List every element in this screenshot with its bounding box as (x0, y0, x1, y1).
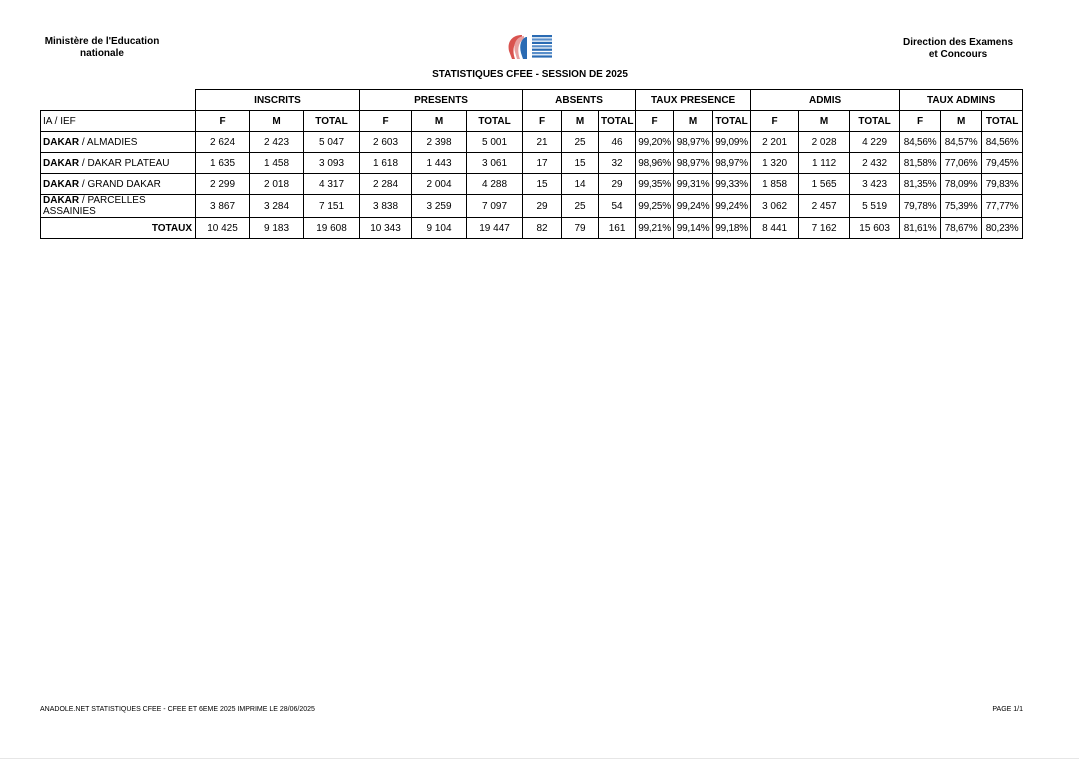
sub-header-cell: TOTAL (982, 111, 1023, 132)
value-cell: 7 151 (304, 195, 360, 218)
total-value-cell: 161 (599, 218, 636, 239)
value-cell: 98,96% (636, 153, 674, 174)
value-cell: 2 423 (250, 132, 304, 153)
value-cell: 2 201 (751, 132, 799, 153)
value-cell: 99,25% (636, 195, 674, 218)
value-cell: 21 (523, 132, 562, 153)
total-value-cell: 19 447 (467, 218, 523, 239)
sub-header-cell: F (523, 111, 562, 132)
ief-name: / ALMADIES (79, 136, 138, 148)
value-cell: 5 001 (467, 132, 523, 153)
value-cell: 2 603 (360, 132, 412, 153)
sub-header-cell: F (751, 111, 799, 132)
table-row (41, 132, 1023, 153)
value-cell: 77,06% (941, 153, 982, 174)
page-bottom-divider (0, 758, 1079, 759)
ia-name: DAKAR (43, 195, 80, 206)
value-cell: 2 018 (250, 174, 304, 195)
total-value-cell: 82 (523, 218, 562, 239)
total-value-cell: 78,67% (941, 218, 982, 239)
value-cell: 99,09% (713, 132, 751, 153)
value-cell: 1 858 (751, 174, 799, 195)
value-cell: 5 519 (850, 195, 900, 218)
ia-ief-header: IA / IEF (41, 111, 196, 132)
sub-header-cell: F (360, 111, 412, 132)
ief-name: / PARCELLES ASSAINIES (43, 195, 146, 217)
total-value-cell: 79 (562, 218, 599, 239)
value-cell: 3 284 (250, 195, 304, 218)
table-row (41, 174, 1023, 195)
ief-name: / DAKAR PLATEAU (79, 157, 170, 169)
value-cell: 98,97% (674, 153, 713, 174)
value-cell: 2 028 (799, 132, 850, 153)
value-cell: 1 618 (360, 153, 412, 174)
ia-ief-cell (41, 195, 196, 218)
footer-print-info: ANADOLE.NET STATISTIQUES CFEE - CFEE ET 6EME 2025 IMPRIME LE 28/06/2025 (40, 706, 315, 713)
sub-header-cell: F (900, 111, 941, 132)
value-cell: 5 047 (304, 132, 360, 153)
value-cell: 99,31% (674, 174, 713, 195)
sub-header-row (41, 111, 1023, 132)
ia-ief-cell (41, 153, 196, 174)
direction-name-line2: et Concours (928, 49, 988, 60)
ief-name: / GRAND DAKAR (79, 178, 161, 190)
sub-header-cell: TOTAL (599, 111, 636, 132)
value-cell: 2 432 (850, 153, 900, 174)
value-cell: 2 004 (412, 174, 467, 195)
statistics-table (40, 89, 1023, 239)
total-value-cell: 81,61% (900, 218, 941, 239)
total-value-cell: 7 162 (799, 218, 850, 239)
sub-header-cell: TOTAL (850, 111, 900, 132)
value-cell: 81,58% (900, 153, 941, 174)
group-header: TAUX ADMINS (900, 90, 1023, 111)
value-cell: 15 (562, 153, 599, 174)
direction-name-line1: Direction des Examens (902, 37, 1014, 48)
group-header: INSCRITS (196, 90, 360, 111)
value-cell: 2 457 (799, 195, 850, 218)
group-header: ADMIS (751, 90, 900, 111)
value-cell: 2 284 (360, 174, 412, 195)
value-cell: 2 624 (196, 132, 250, 153)
blank-corner (41, 90, 196, 111)
value-cell: 81,35% (900, 174, 941, 195)
value-cell: 84,56% (900, 132, 941, 153)
value-cell: 4 317 (304, 174, 360, 195)
total-value-cell: 9 183 (250, 218, 304, 239)
value-cell: 78,09% (941, 174, 982, 195)
value-cell: 2 398 (412, 132, 467, 153)
value-cell: 1 320 (751, 153, 799, 174)
value-cell: 3 093 (304, 153, 360, 174)
ministry-logo-icon (504, 33, 554, 66)
sub-header-cell: M (674, 111, 713, 132)
total-value-cell: 80,23% (982, 218, 1023, 239)
value-cell: 77,77% (982, 195, 1023, 218)
total-value-cell: 15 603 (850, 218, 900, 239)
sub-header-cell: M (799, 111, 850, 132)
totals-label: TOTAUX (41, 218, 196, 239)
value-cell: 79,83% (982, 174, 1023, 195)
value-cell: 98,97% (713, 153, 751, 174)
value-cell: 4 229 (850, 132, 900, 153)
sub-header-cell: TOTAL (467, 111, 523, 132)
total-value-cell: 10 425 (196, 218, 250, 239)
value-cell: 3 061 (467, 153, 523, 174)
sub-header-cell: F (196, 111, 250, 132)
sub-header-cell: M (250, 111, 304, 132)
total-value-cell: 8 441 (751, 218, 799, 239)
ministry-name-line1: Ministère de l'Education (44, 36, 160, 47)
ia-name: DAKAR (43, 157, 80, 169)
value-cell: 99,24% (674, 195, 713, 218)
value-cell: 1 635 (196, 153, 250, 174)
sub-header-cell: M (562, 111, 599, 132)
ia-ief-cell (41, 132, 196, 153)
value-cell: 2 299 (196, 174, 250, 195)
value-cell: 3 259 (412, 195, 467, 218)
ia-ief-cell (41, 174, 196, 195)
sub-header-cell: M (941, 111, 982, 132)
value-cell: 84,56% (982, 132, 1023, 153)
totals-row (41, 218, 1023, 239)
total-value-cell: 99,18% (713, 218, 751, 239)
value-cell: 3 838 (360, 195, 412, 218)
value-cell: 32 (599, 153, 636, 174)
group-header: ABSENTS (523, 90, 636, 111)
value-cell: 75,39% (941, 195, 982, 218)
ministry-name-line2: nationale (80, 48, 124, 59)
ia-name: DAKAR (43, 136, 80, 148)
group-header: TAUX PRESENCE (636, 90, 751, 111)
total-value-cell: 99,14% (674, 218, 713, 239)
value-cell: 7 097 (467, 195, 523, 218)
value-cell: 54 (599, 195, 636, 218)
total-value-cell: 19 608 (304, 218, 360, 239)
group-header: PRESENTS (360, 90, 523, 111)
table-row (41, 153, 1023, 174)
value-cell: 17 (523, 153, 562, 174)
value-cell: 29 (599, 174, 636, 195)
value-cell: 84,57% (941, 132, 982, 153)
value-cell: 4 288 (467, 174, 523, 195)
sub-header-cell: M (412, 111, 467, 132)
value-cell: 79,78% (900, 195, 941, 218)
value-cell: 3 062 (751, 195, 799, 218)
value-cell: 1 458 (250, 153, 304, 174)
value-cell: 46 (599, 132, 636, 153)
value-cell: 3 423 (850, 174, 900, 195)
value-cell: 25 (562, 132, 599, 153)
group-header-row (41, 90, 1023, 111)
direction-header (888, 37, 1028, 61)
value-cell: 98,97% (674, 132, 713, 153)
total-value-cell: 9 104 (412, 218, 467, 239)
value-cell: 15 (523, 174, 562, 195)
value-cell: 25 (562, 195, 599, 218)
total-value-cell: 99,21% (636, 218, 674, 239)
value-cell: 1 112 (799, 153, 850, 174)
ministry-header (32, 36, 172, 60)
sub-header-cell: F (636, 111, 674, 132)
value-cell: 14 (562, 174, 599, 195)
value-cell: 29 (523, 195, 562, 218)
table-row (41, 195, 1023, 218)
value-cell: 1 565 (799, 174, 850, 195)
value-cell: 99,33% (713, 174, 751, 195)
total-value-cell: 10 343 (360, 218, 412, 239)
value-cell: 99,20% (636, 132, 674, 153)
sub-header-cell: TOTAL (304, 111, 360, 132)
sub-header-cell: TOTAL (713, 111, 751, 132)
value-cell: 1 443 (412, 153, 467, 174)
value-cell: 99,24% (713, 195, 751, 218)
value-cell: 79,45% (982, 153, 1023, 174)
value-cell: 3 867 (196, 195, 250, 218)
report-title: STATISTIQUES CFEE - SESSION DE 2025 (432, 69, 628, 80)
table-body (41, 132, 1023, 239)
ia-name: DAKAR (43, 178, 80, 190)
page-number: PAGE 1/1 (992, 706, 1023, 713)
value-cell: 99,35% (636, 174, 674, 195)
